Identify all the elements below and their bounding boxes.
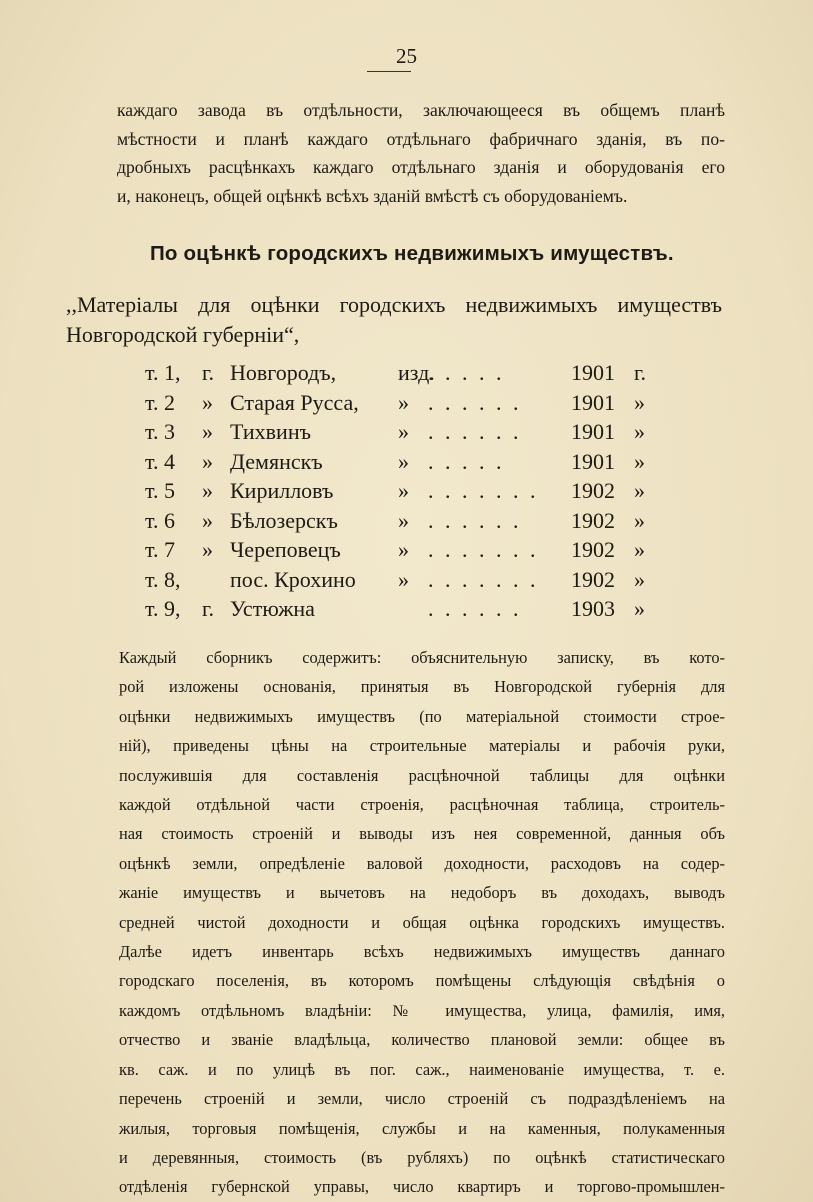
section-heading: По оцѣнкѣ городскихъ недвижимыхъ имуществъ. xyxy=(150,242,674,265)
text-line: жилыя, торговыя помѣщенія, службы и на каменныя, полукаменныя xyxy=(119,1118,725,1138)
page-number-rule xyxy=(367,71,411,72)
text-line: послужившія для составленія расцѣночной таблицы для оцѣнки xyxy=(119,765,725,785)
publication-year: 1902 xyxy=(571,507,615,533)
publication-year: 1902 xyxy=(571,537,615,562)
place-prefix: » xyxy=(202,507,213,533)
volume-number: т. 7 xyxy=(145,537,175,562)
volume-number: т. 5 xyxy=(145,478,175,503)
leader-dots: . . . . . . . xyxy=(428,537,539,562)
volume-row xyxy=(0,508,813,538)
text-line: средней чистой доходности и общая оцѣнка городскихъ имуществъ. xyxy=(119,912,725,932)
leader-dots: . . . . . . xyxy=(428,419,522,444)
volume-number: т. 3 xyxy=(145,419,175,444)
volume-number: т. 6 xyxy=(145,507,175,533)
text-line: Далѣе идетъ инвентарь всѣхъ недвижимыхъ имуществъ даннаго xyxy=(119,942,725,962)
volume-row xyxy=(0,478,813,508)
city-name: Череповецъ xyxy=(230,537,341,562)
publication-year: 1902 xyxy=(571,566,615,592)
volume-row xyxy=(0,596,813,626)
text-line: и деревянныя, стоимость (въ рубляхъ) по оцѣнкѣ статистическаго xyxy=(119,1147,725,1167)
publication-year: 1901 xyxy=(571,360,615,385)
place-prefix: » xyxy=(202,448,213,474)
text-line: оцѣнкѣ земли, опредѣленіе валовой доходности, расходовъ на содер- xyxy=(119,853,725,873)
text-line: дробныхъ расцѣнкахъ каждаго отдѣльнаго зданія и оборудованія его xyxy=(117,157,725,178)
edition-mark: » xyxy=(398,566,409,592)
text-line: Каждый сборникъ содержитъ: объяснительную записку, въ кото- xyxy=(119,648,725,667)
leader-dots: . . . . . . xyxy=(428,596,522,621)
volume-number: т. 1, xyxy=(145,360,181,385)
intro-text xyxy=(117,96,725,210)
leader-dots: . . . . . xyxy=(428,448,505,474)
text-line: ній), приведены цѣны на строительные матеріалы и рабочія руки, xyxy=(119,736,725,756)
publication-year: 1901 xyxy=(571,389,615,415)
publication-year: 1903 xyxy=(571,596,615,621)
volume-row xyxy=(0,537,813,567)
city-name: Устюжна xyxy=(230,596,315,621)
volume-number: т. 8, xyxy=(145,566,181,592)
volume-row xyxy=(0,419,813,449)
city-name: Кирилловъ xyxy=(230,478,334,503)
place-prefix: » xyxy=(202,537,213,562)
text-line: городскаго поселенія, въ которомъ помѣщены слѣдующія свѣдѣнія о xyxy=(119,971,725,991)
year-suffix: » xyxy=(634,507,645,533)
description-paragraph xyxy=(119,643,725,1202)
year-suffix: г. xyxy=(634,360,647,385)
city-name: Тихвинъ xyxy=(230,419,311,444)
edition-mark: » xyxy=(398,419,409,444)
text-line: каждомъ отдѣльномъ владѣніи: № имущества, улица, фамилія, имя, xyxy=(119,1000,725,1020)
text-line: Новгородской губерніи“, xyxy=(66,322,300,347)
year-suffix: » xyxy=(634,596,645,621)
text-line: мѣстности и планѣ каждаго отдѣльнаго фабричнаго зданія, въ по- xyxy=(117,128,725,149)
edition-mark: » xyxy=(398,448,409,474)
place-prefix: г. xyxy=(202,596,215,621)
volume-number: т. 9, xyxy=(145,596,181,621)
leader-dots: . . . . . . xyxy=(428,507,522,533)
text-line: рой изложены основанія, принятыя въ Новгородской губернія для xyxy=(119,677,725,697)
text-line: жаніе имуществъ и вычетовъ на недоборъ въ доходахъ, выводъ xyxy=(119,883,725,903)
city-name: Старая Русса, xyxy=(230,389,359,415)
edition-mark: » xyxy=(398,389,409,415)
leader-dots: . . . . . . . xyxy=(428,566,539,592)
place-prefix: г. xyxy=(202,360,215,385)
volume-row xyxy=(0,449,813,479)
publication-year: 1902 xyxy=(571,478,615,503)
edition-mark: » xyxy=(398,507,409,533)
year-suffix: » xyxy=(634,419,645,444)
city-name: Новгородъ, xyxy=(230,360,337,385)
edition-mark: » xyxy=(398,537,409,562)
materials-title xyxy=(66,290,722,350)
text-line: каждаго завода въ отдѣльности, заключающееся въ общемъ планѣ xyxy=(117,100,725,120)
city-name: Демянскъ xyxy=(230,448,323,474)
edition-mark: » xyxy=(398,478,409,503)
city-name: Бѣлозерскъ xyxy=(230,507,338,533)
volume-number: т. 4 xyxy=(145,448,175,474)
volume-number: т. 2 xyxy=(145,389,175,415)
text-line: оцѣнки недвижимыхъ имуществъ (по матеріальной стоимости строе- xyxy=(119,706,725,726)
text-line: отдѣленія губернской управы, число квартиръ и торгово-промышлен- xyxy=(119,1177,725,1197)
edition-mark: изд. xyxy=(398,360,435,385)
text-line: кв. саж. и по улицѣ въ пог. саж., наименованіе имущества, т. е. xyxy=(119,1059,725,1079)
volume-row xyxy=(0,360,813,390)
year-suffix: » xyxy=(634,566,645,592)
place-prefix: » xyxy=(202,419,213,444)
text-line: перечень строеній и земли, число строеній съ подраздѣленіемъ на xyxy=(119,1089,725,1109)
place-prefix: » xyxy=(202,478,213,503)
volume-row xyxy=(0,390,813,420)
year-suffix: » xyxy=(634,389,645,415)
text-line: каждой отдѣльной части строенія, расцѣночная таблица, строитель- xyxy=(119,795,725,815)
city-name: пос. Крохино xyxy=(230,566,356,592)
text-line: ная стоимость строеній и выводы изъ нея современной, данныя объ xyxy=(119,824,725,844)
leader-dots: . . . . . . . xyxy=(428,478,539,503)
text-line: и, наконецъ, общей оцѣнкѣ всѣхъ зданій вмѣстѣ съ оборудованіемъ. xyxy=(117,185,628,206)
text-line: отчество и званіе владѣльца, количество плановой земли: общее въ xyxy=(119,1030,725,1050)
leader-dots: . . . . . xyxy=(428,360,505,385)
publication-year: 1901 xyxy=(571,448,615,474)
publication-year: 1901 xyxy=(571,419,615,444)
year-suffix: » xyxy=(634,448,645,474)
text-line: ,,Матеріалы для оцѣнки городскихъ недвижимыхъ имуществъ xyxy=(66,292,722,317)
year-suffix: » xyxy=(634,537,645,562)
place-prefix: » xyxy=(202,389,213,415)
page-number: 25 xyxy=(396,44,417,68)
volume-row xyxy=(0,567,813,597)
year-suffix: » xyxy=(634,478,645,503)
leader-dots: . . . . . . xyxy=(428,389,522,415)
